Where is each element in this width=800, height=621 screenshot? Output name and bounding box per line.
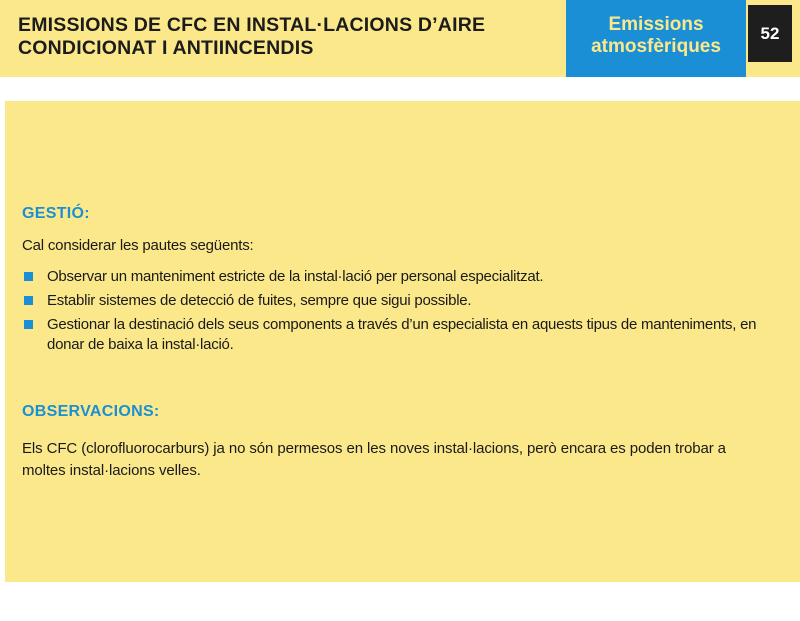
page-title: EMISSIONS DE CFC EN INSTAL·LACIONS D’AIRE CONDICIONAT I ANTIINCENDIS — [18, 14, 486, 59]
gestio-heading: GESTIÓ: — [22, 205, 90, 222]
square-bullet-icon — [24, 320, 33, 329]
list-item-text: Observar un manteniment estricte de la instal·lació per personal especialitzat. — [47, 268, 544, 285]
observacions-heading: OBSERVACIONS: — [22, 403, 160, 420]
list-item — [22, 291, 782, 311]
content-panel — [5, 101, 800, 582]
page-number-box — [746, 0, 800, 77]
list-item-text: Establir sistemes de detecció de fuites, sempre que sigui possible. — [47, 292, 472, 309]
square-bullet-icon — [24, 296, 33, 305]
category-label: Emissions atmosfèriques — [591, 14, 721, 57]
gestio-list — [22, 267, 782, 359]
list-item — [22, 267, 782, 287]
page-number: 52 — [748, 5, 792, 62]
list-item — [22, 315, 782, 355]
observacions-text: Els CFC (clorofluorocarburs) ja no són permesos en les noves instal·lacions, però encara es poden trobar a moltes instal·lacions velles. — [22, 440, 726, 479]
square-bullet-icon — [24, 272, 33, 281]
category-box — [566, 0, 746, 77]
list-item-text: Gestionar la destinació dels seus components a través d’un especialista en aquests tipus de manteniments, en donar de baixa la instal·lació. — [47, 316, 757, 353]
gestio-intro: Cal considerar les pautes següents: — [22, 237, 254, 254]
